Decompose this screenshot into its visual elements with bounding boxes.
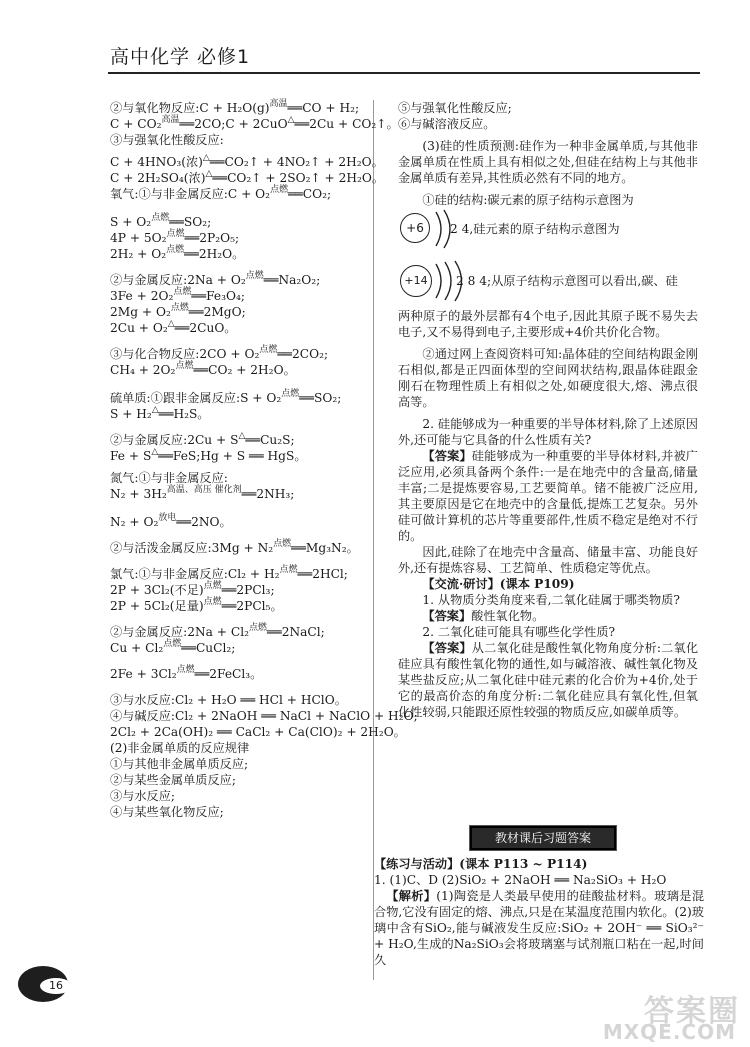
equation-text: CO₂↑ + 2SO₂↑ + 2H₂O。 [227,171,385,185]
equation-line [110,756,365,772]
equation-line [110,186,365,202]
equals-sign: ══ [291,541,306,555]
answer: 【答案】硅能够成为一种重要的半导体材料,并被广泛应用,必须具备两个条件:一是在地壳中的含量高,储量丰富;二是提炼要容易,工艺要简单。锗不能被广泛应用,其主要原因是它在地壳中的含量低,提炼工艺复杂。另外硅可做计算机的芯片等重要部件,性质不稳定是绝对不行的。 [398,449,698,543]
equation-line [110,214,365,230]
equals-sign: ══ [297,567,313,581]
equation-line [110,582,365,598]
equals-sign: ══ [287,101,303,115]
reaction-condition: 点燃 [166,229,185,239]
equals-sign: ══ [179,117,195,131]
paragraph: (3)硅的性质预测:硅作为一种非金属单质,与其他非金属单质在性质上具有相似之处,但硅在结构上与其他非金属单质有差异,其性质必然有不同的地方。 [398,139,698,185]
reaction-condition: △ [238,431,246,441]
answer: 【答案】酸性氧化物。 [422,609,545,623]
equation-text: ③与水反应:Cl₂ + H₂O ══ HCl + HClO。 [110,693,347,707]
reaction-condition: 点燃 [245,271,264,281]
equation-line [110,666,365,682]
answer-tag: 【答案】 [422,609,472,623]
equation-text: CuCl₂; [195,641,236,655]
equation-text: N₂ + 3H₂ [110,487,167,501]
page-header-title: 高中化学 必修1 [110,46,251,68]
equation-text: 4P + 5O₂ [110,231,167,245]
equals-sign: ══ [221,599,237,613]
reaction-condition: 点燃 [281,389,300,399]
equals-sign: ══ [209,155,225,169]
equation-text: ④与某些氧化物反应; [110,805,224,819]
equation-text: ②与活泼金属反应:3Mg + N₂ [110,541,274,555]
equation-text: Na₂O₂; [278,273,321,287]
equation-text: 氮气:①与非金属反应: [110,471,228,485]
reaction-condition: 点燃 [173,287,192,297]
right-column [398,100,698,720]
equation-line [110,470,365,486]
equation-text: 2P + 5Cl₂(足量) [110,599,204,613]
reaction-condition: 高温、高压 催化剂 [166,485,242,495]
equation-text: 2Fe + 3Cl₂ [110,667,177,681]
equals-sign: ══ [288,187,303,201]
section-banner: 教材课后习题答案 [470,826,616,850]
equation-text: ④与碱反应:Cl₂ + 2NaOH ══ NaCl + NaClO + H₂O; [110,709,418,723]
carbon-shells: 2 4 [450,222,470,236]
equation-line [110,320,365,336]
reaction-condition: △ [151,405,159,415]
equation-text: 2P₂O₅; [199,231,240,245]
equation-line [110,624,365,640]
equals-sign: ══ [294,117,310,131]
equals-sign: ══ [245,433,261,447]
equals-sign: ══ [169,215,184,229]
equation-text: FeS;Hg + S ══ HgS。 [172,449,307,463]
section-heading: 【练习与活动】(课本 P113 ~ P114) [374,857,588,871]
equals-sign: ══ [221,583,237,597]
reaction-condition: △ [167,319,175,329]
equation-text: 2Cu + O₂ [110,321,168,335]
equation-text: Fe + S [110,449,152,463]
equation-text: S + O₂ [110,215,152,229]
reaction-condition: △ [151,447,159,457]
equation-text: Mg₃N₂。 [305,541,359,555]
reaction-condition: △ [287,115,295,125]
equation-text: 3Fe + 2O₂ [110,289,174,303]
text-line: ⑤与强氧化性酸反应; [398,101,512,115]
equation-text: C + 4HNO₃(浓) [110,155,203,169]
equation-text: 2CO;C + 2CuO [194,117,288,131]
equals-sign: ══ [184,247,199,261]
reaction-condition: 高温 [161,115,180,125]
carbon-atom-diagram [398,208,698,250]
equation-text: 2H₂O。 [198,247,245,261]
equals-sign: ══ [263,273,279,287]
reaction-condition: 点燃 [273,539,292,549]
equation-text: CO₂↑ + 4NO₂↑ + 2H₂O。 [224,155,384,169]
reaction-condition: 点燃 [151,213,170,223]
equals-sign: ══ [184,231,200,245]
silicon-caption: ;从原子结构示意图可以看出,碳、硅 [487,274,678,288]
equation-text: ②与金属反应:2Na + Cl₂ [110,625,249,639]
equation-line [110,432,365,448]
reaction-condition: 点燃 [248,623,267,633]
carbon-nucleus: +6 [400,213,430,243]
paragraph: ②通过网上查阅资料可知:晶体硅的空间结构跟金刚石相似,都是正四面体型的空间网状结构,跟晶体硅跟金刚石在物理性质上有相似之处,如硬度很大,熔、沸点很高等。 [398,347,698,409]
watermark-url: MXQE.COM [602,1020,736,1044]
equation-line [110,346,365,362]
equation-text: 2NO。 [191,515,232,529]
equation-line [110,788,365,804]
equation-line [110,740,365,756]
equation-line [110,132,365,148]
equation-line [110,772,365,788]
question: 1. 从物质分类角度来看,二氧化硅属于哪类物质? [422,593,680,607]
reaction-condition: 点燃 [259,345,278,355]
equation-text: Fe₃O₄; [206,289,245,303]
equation-text: ②与某些金属单质反应; [110,773,236,787]
reaction-condition: 点燃 [175,361,194,371]
reaction-condition: △ [202,153,210,163]
equals-sign: ══ [193,363,209,377]
equation-text: 2Cl₂ + 2Ca(OH)₂ ══ CaCl₂ + Ca(ClO)₂ + 2H₂O。 [110,725,406,739]
equation-text: 2H₂ + O₂ [110,247,167,261]
equation-line [110,100,365,116]
page-number: 16 [40,978,72,994]
equation-text: C + CO₂ [110,117,162,131]
answer-tag: 【答案】 [422,641,472,655]
silicon-nucleus: +14 [400,265,432,297]
reaction-condition: 点燃 [176,665,195,675]
equation-text: ③与水反应; [110,789,176,803]
reaction-condition: 点燃 [170,303,189,313]
reaction-condition: 点燃 [163,639,182,649]
equation-line [110,288,365,304]
equals-sign: ══ [277,347,293,361]
equation-line [110,153,384,170]
equation-line [110,115,399,132]
equation-text: Cu₂S; [260,433,295,447]
equation-line [110,448,365,464]
equation-text: CH₄ + 2O₂ [110,363,176,377]
equation-text: 氯气:①与非金属反应:Cl₂ + H₂ [110,567,280,581]
reaction-condition: 高温 [269,99,288,109]
paragraph: 两种原子的最外层都有4个电子,因此其原子既不易失去电子,又不易得到电子,主要形成+4价共价化合物。 [398,309,698,339]
equation-line [110,692,365,708]
equals-sign: ══ [176,515,192,529]
equation-line [110,169,385,186]
equation-text: ②与金属反应:2Na + O₂ [110,273,246,287]
equals-sign: ══ [188,305,204,319]
text-line: ⑥与碱溶液反应。 [398,117,496,131]
equation-text: N₂ + O₂ [110,515,159,529]
equals-sign: ══ [181,641,196,655]
equation-line [110,708,418,724]
equation-text: CO₂; [302,187,332,201]
equation-line [110,804,365,820]
equation-line [110,640,365,656]
equation-text: 2NaCl; [281,625,325,639]
reaction-condition: 点燃 [203,597,222,607]
equation-text: SO₂; [183,215,212,229]
reaction-condition: 点燃 [166,245,185,255]
equation-line [110,724,406,740]
reaction-condition: 放电 [158,513,177,523]
answer-tag: 【答案】 [422,449,472,463]
equation-text: 2CuO。 [189,321,237,335]
paragraph: ①硅的结构:碳元素的原子结构示意图为 [422,193,634,207]
section-heading: 【交流·研讨】(课本 P109) [422,577,575,591]
equals-sign: ══ [212,171,228,185]
equation-text: Cu + Cl₂ [110,641,164,655]
equals-sign: ══ [158,449,173,463]
equation-line [110,514,365,530]
equation-line [110,272,365,288]
equation-line [110,246,365,262]
equation-text: C + 2H₂SO₄(浓) [110,171,206,185]
equation-text: 硫单质:①跟非金属反应:S + O₂ [110,391,282,405]
equation-text: 2MgO; [203,305,246,319]
equals-sign: ══ [194,667,210,681]
reaction-condition: 点燃 [203,581,222,591]
watermark-logo: 答案圈 [644,994,740,1029]
question: 2. 硅能够成为一种重要的半导体材料,除了上述原因外,还可能与它具备的什么性质有关? [398,417,698,447]
equals-sign: ══ [158,407,174,421]
reaction-condition: 点燃 [279,565,298,575]
equation-text: 2CO₂; [292,347,329,361]
reaction-condition: 点燃 [270,185,289,195]
equation-text: 2FeCl₃。 [209,667,263,681]
equation-text: 2P + 3Cl₂(不足) [110,583,204,597]
equation-text: 2Mg + O₂ [110,305,171,319]
analysis-tag: 【解析】 [386,889,437,903]
equation-line [110,540,365,556]
equation-line [110,304,365,320]
equation-text: 2HCl; [312,567,348,581]
equation-line [110,406,365,422]
equation-text: 2PCl₅。 [236,599,283,613]
reaction-condition: △ [205,169,213,179]
silicon-atom-diagram [398,260,698,302]
equation-text: CO + H₂; [302,101,360,115]
question: 2. 二氧化硅可能具有哪些化学性质? [422,625,616,639]
equation-text: CO₂ + 2H₂O。 [208,363,296,377]
equation-line [110,390,365,406]
exercise-section [374,820,704,968]
equation-text: 2Cu + CO₂↑。 [309,117,399,131]
equation-text: ③与强氧化性酸反应: [110,133,224,147]
equation-text: 2PCl₃; [236,583,275,597]
equation-line [110,566,365,582]
header-rule [108,72,700,74]
answer-line: 1. (1)C、D (2)SiO₂ + 2NaOH ══ Na₂SiO₃ + H₂O [374,873,667,887]
equation-line [110,230,365,246]
equation-text: (2)非金属单质的反应规律 [110,741,250,755]
equals-sign: ══ [174,321,190,335]
equation-line [110,362,365,378]
equals-sign: ══ [241,487,257,501]
equation-text: ①与其他非金属单质反应; [110,757,249,771]
equation-text: ②与金属反应:2Cu + S [110,433,239,447]
equals-sign: ══ [299,391,314,405]
equation-text: S + H₂ [110,407,152,421]
equation-text: SO₂; [313,391,342,405]
carbon-caption: ,硅元素的原子结构示意图为 [469,222,620,236]
equation-text: ②与氧化物反应:C + H₂O(g) [110,101,270,115]
watermark [604,986,744,1042]
equals-sign: ══ [267,625,282,639]
equals-sign: ══ [191,289,207,303]
silicon-shells: 2 8 4 [456,274,488,288]
equation-line [110,598,365,614]
paragraph: 因此,硅除了在地壳中含量高、储量丰富、功能良好外,还有提炼容易、工艺简单、性质稳定等优点。 [398,545,698,575]
equation-text: H₂S。 [173,407,210,421]
equation-text: ③与化合物反应:2CO + O₂ [110,347,260,361]
equation-text: 氧气:①与非金属反应:C + O₂ [110,187,271,201]
equation-text: 2NH₃; [256,487,295,501]
equation-line [110,486,365,502]
answer: 【答案】从二氧化硅是酸性氧化物角度分析:二氧化硅应具有酸性氧化物的通性,如与碱溶液、碱性氧化物及某些盐反应;从二氧化硅中硅元素的化合价为+4价,处于它的最高价态的角度分析:二氧化硅应具有氧化性,但氧化性较弱,只能跟还原性较强的物质反应,如碳单质等。 [398,641,699,719]
analysis: 【解析】(1)陶瓷是人类最早使用的硅酸盐材料。玻璃是混合物,它没有固定的熔、沸点,只是在某温度范围内软化。(2)玻璃中含有SiO₂,能与碱液发生反应:SiO₂ + 2OH⁻ ══ SiO₃²⁻ + H₂O,生成的Na₂SiO₃会将玻璃塞与试剂瓶口粘在一起,时间久 [374,889,705,967]
